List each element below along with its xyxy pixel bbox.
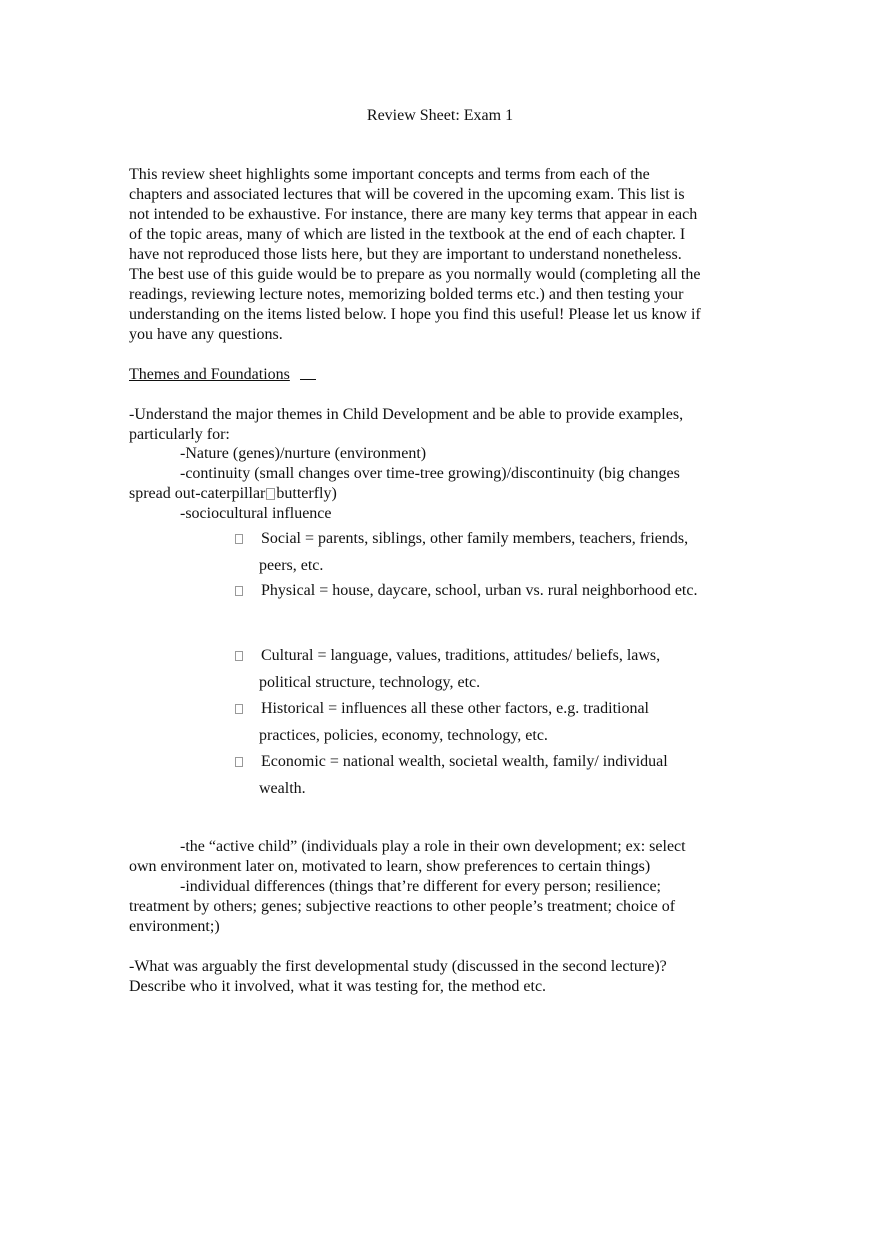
- section-heading: Themes and Foundations: [129, 366, 290, 383]
- intro-line: chapters and associated lectures that will be covered in the upcoming exam. This list is: [129, 186, 685, 203]
- bullet-box-icon: [235, 651, 243, 661]
- bullet-box-icon: [235, 534, 243, 544]
- bullet-social-cont: peers, etc.: [259, 557, 324, 574]
- intro-line: of the topic areas, many of which are listed in the textbook at the end of each chapter. I: [129, 226, 686, 243]
- question-line: -What was arguably the first developmental study (discussed in the second lecture)?: [129, 958, 667, 975]
- bullet-cultural: [235, 646, 660, 666]
- individual-differences-line: environment;): [129, 918, 220, 935]
- bullet-economic-cont: wealth.: [259, 780, 306, 797]
- individual-differences-line: treatment by others; genes; subjective reactions to other people’s treatment; choice of: [129, 898, 676, 915]
- question-line: Describe who it involved, what it was testing for, the method etc.: [129, 978, 547, 995]
- continuity-text-a: spread out-caterpillar: [129, 485, 266, 502]
- continuity-item-cont: [129, 484, 337, 504]
- bullet-text: Economic = national wealth, societal wealth, family/ individual: [261, 753, 668, 770]
- bullet-text: Physical = house, daycare, school, urban vs. rural neighborhood etc.: [261, 582, 698, 599]
- bullet-box-icon: [235, 704, 243, 714]
- bullet-text: Social = parents, siblings, other family members, teachers, friends,: [261, 530, 689, 547]
- bullet-social: [235, 529, 688, 549]
- bullet-cultural-cont: political structure, technology, etc.: [259, 674, 481, 691]
- themes-line: particularly for:: [129, 426, 230, 443]
- active-child-line: own environment later on, motivated to learn, show preferences to certain things): [129, 858, 651, 875]
- intro-line: have not reproduced those lists here, but they are important to understand nonetheless.: [129, 246, 682, 263]
- nature-nurture-item: -Nature (genes)/nurture (environment): [180, 445, 427, 462]
- intro-line: you have any questions.: [129, 326, 283, 343]
- intro-line: This review sheet highlights some important concepts and terms from each of the: [129, 166, 650, 183]
- bullet-box-icon: [235, 757, 243, 767]
- individual-differences-line: -individual differences (things that’re different for every person; resilience;: [180, 878, 661, 895]
- bullet-physical: [235, 581, 697, 601]
- document-title: Review Sheet: Exam 1: [366, 107, 514, 124]
- active-child-line: -the “active child” (individuals play a role in their own development; ex: select: [180, 838, 686, 855]
- bullet-text: Cultural = language, values, traditions, attitudes/ beliefs, laws,: [261, 647, 661, 664]
- sociocultural-item: -sociocultural influence: [180, 505, 332, 522]
- bullet-economic: [235, 752, 668, 772]
- intro-line: understanding on the items listed below. I hope you find this useful! Please let us know if: [129, 306, 701, 323]
- intro-line: readings, reviewing lecture notes, memorizing bolded terms etc.) and then testing your: [129, 286, 684, 303]
- intro-line: The best use of this guide would be to prepare as you normally would (completing all the: [129, 266, 701, 283]
- themes-line: -Understand the major themes in Child Development and be able to provide examples,: [129, 406, 684, 423]
- bullet-text: Historical = influences all these other factors, e.g. traditional: [261, 700, 649, 717]
- bullet-historical: [235, 699, 649, 719]
- continuity-item: -continuity (small changes over time-tree growing)/discontinuity (big changes: [180, 465, 680, 482]
- continuity-text-b: butterfly): [276, 485, 337, 502]
- heading-underline: [300, 379, 316, 380]
- intro-line: not intended to be exhaustive. For instance, there are many key terms that appear in each: [129, 206, 698, 223]
- bullet-historical-cont: practices, policies, economy, technology, etc.: [259, 727, 548, 744]
- bullet-box-icon: [235, 586, 243, 596]
- arrow-placeholder-icon: [266, 488, 275, 500]
